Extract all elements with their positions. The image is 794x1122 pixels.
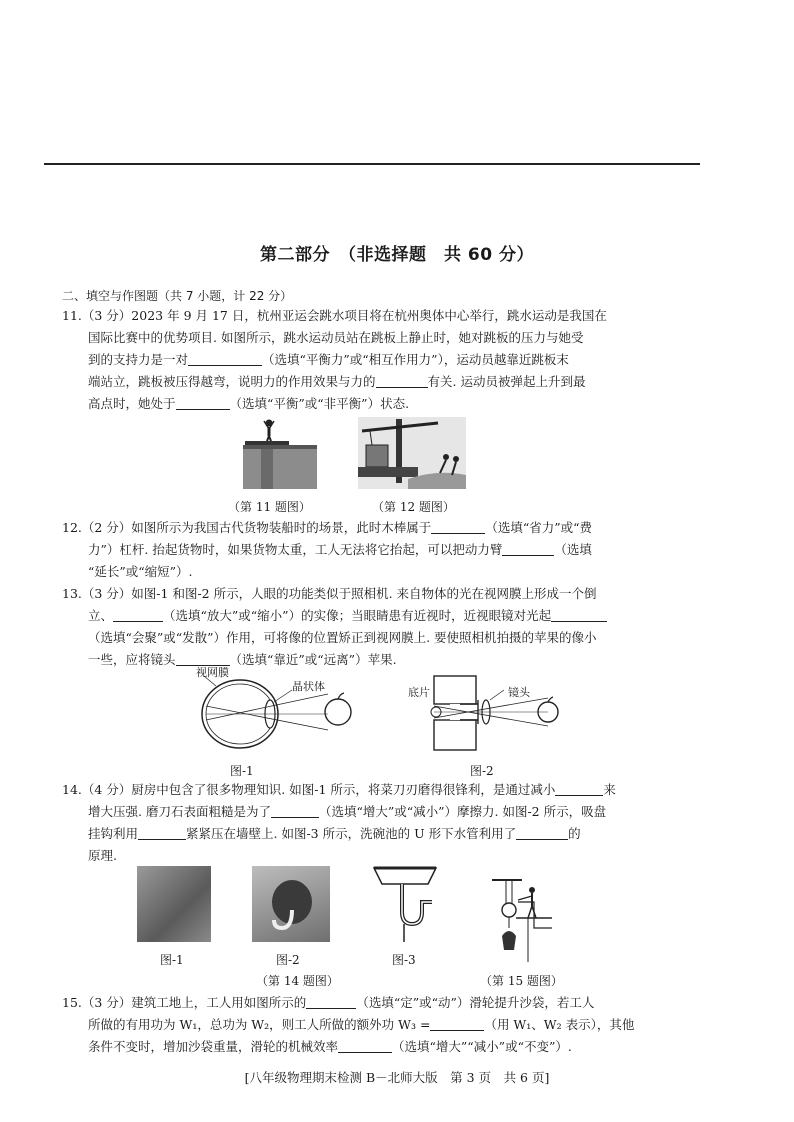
suction-hook-photo [252,866,330,942]
fig14-1-caption: 图-1 [160,953,184,967]
eye-figure-caption: 图-1 [230,764,254,778]
q15-line-1: 15.（3 分）建筑工地上，工人用如图所示的 （选填“定”或“动”）滑轮提升沙袋，若工人 [62,995,595,1010]
q14-line-4: 原理. [88,848,117,863]
answer-blank[interactable] [431,520,485,534]
answer-blank[interactable] [176,396,230,410]
answer-blank[interactable] [306,995,356,1009]
q14-line-3: 挂钩利用 紧紧压在墙壁上. 如图-3 所示，洗碗池的 U 形下水管利用了 的 [88,826,581,841]
answer-blank[interactable] [430,1017,484,1031]
top-rule [44,163,700,165]
q13-line-2: 立、 （选填“放大”或“缩小”）的实像；当眼睛患有近视时，近视眼镜对光起 [88,606,607,625]
fig14-3-caption: 图-3 [392,953,416,967]
answer-blank[interactable] [376,374,428,388]
q11-line-3: 到的支持力是一对 （选填“平衡力”或“相互作用力”），运动员越靠近跳板末 [88,352,569,367]
camera-lens-label: 镜头 [508,686,530,699]
answer-blank[interactable] [338,1039,392,1053]
q14-line-1: 14.（4 分）厨房中包含了很多物理知识. 如图-1 所示，将菜刀刃磨得很锋利，是通过减小 来 [62,782,616,797]
camera-figure-caption: 图-2 [470,764,494,778]
q13-line-4: 一些，应将镜头 （选填“靠近”或“远离”）苹果. [88,652,397,667]
knife-photo [137,866,211,942]
answer-blank[interactable] [113,608,163,622]
pulley-diagram [488,876,552,962]
q11-line-5: 高点时，她处于 （选填“平衡”或“非平衡”）状态. [88,396,410,411]
figure-15-caption: （第 15 题图） [480,974,563,988]
fig14-2-caption: 图-2 [276,953,300,967]
q15-line-3: 条件不变时，增加沙袋重量，滑轮的机械效率 （选填“增大”“减小”或“不变”）. [88,1039,572,1054]
diver-figure [243,417,317,489]
part-title: 第二部分 （非选择题 共 60 分） [260,245,534,265]
retina-label: 视网膜 [196,666,229,679]
answer-blank[interactable] [555,782,603,796]
q11-line-4: 端站立，跳板被压得越弯，说明力的作用效果与力的 有关. 运动员被弹起上升到最 [88,374,586,389]
answer-blank[interactable] [271,804,319,818]
figure-12-caption: （第 12 题图） [372,500,455,514]
sink-drain-diagram [370,862,440,944]
figure-11-caption: （第 11 题图） [228,500,311,514]
answer-blank[interactable] [516,826,568,840]
page-footer: [八年级物理期末检测 B－北师大版 第 3 页 共 6 页] [244,1070,550,1085]
answer-blank[interactable] [138,826,186,840]
camera-diagram [420,670,570,758]
q11-line-2: 国际比赛中的优势项目. 如图所示，跳水运动员站在跳板上静止时，她对跳板的压力与她受 [88,330,584,345]
eye-diagram [188,668,368,758]
figure-14-caption: （第 14 题图） [256,974,339,988]
loading-scene-figure [358,417,466,489]
q13-line-1: 13.（3 分）如图-1 和图-2 所示，人眼的功能类似于照相机. 来自物体的光在视网膜上形成一个倒 [62,586,597,601]
q13-line-3: （选填“会聚”或“发散”）作用，可将像的位置矫正到视网膜上. 要使照相机拍摄的苹果的像小 [88,630,597,645]
section-heading: 二、填空与作图题（共 7 小题，计 22 分） [62,289,293,303]
answer-blank[interactable] [551,608,607,622]
crystalline-lens-label: 晶状体 [292,680,325,693]
q12-line-2: 力”）杠杆. 抬起货物时，如果货物太重，工人无法将它抬起，可以把动力臂 （选填 [88,542,592,557]
q12-line-1: 12.（2 分）如图所示为我国古代货物装船时的场景，此时木棒属于 （选填“省力”或“费 [62,520,592,535]
answer-blank[interactable] [502,542,554,556]
q12-line-3: “延长”或“缩短”）. [88,564,193,579]
q14-line-2: 增大压强. 磨刀石表面粗糙是为了 （选填“增大”或“减小”）摩擦力. 如图-2 所示，吸盘 [88,804,607,819]
answer-blank[interactable] [188,352,262,366]
q15-line-2: 所做的有用功为 W₁，总功为 W₂，则工人所做的额外功 W₃ = （用 W₁、W₂ 表示），其他 [88,1017,635,1032]
q11-line-1: 11.（3 分）2023 年 9 月 17 日，杭州亚运会跳水项目将在杭州奥体中心举行，跳水运动是我国在 [62,308,607,323]
film-label: 底片 [408,686,430,699]
